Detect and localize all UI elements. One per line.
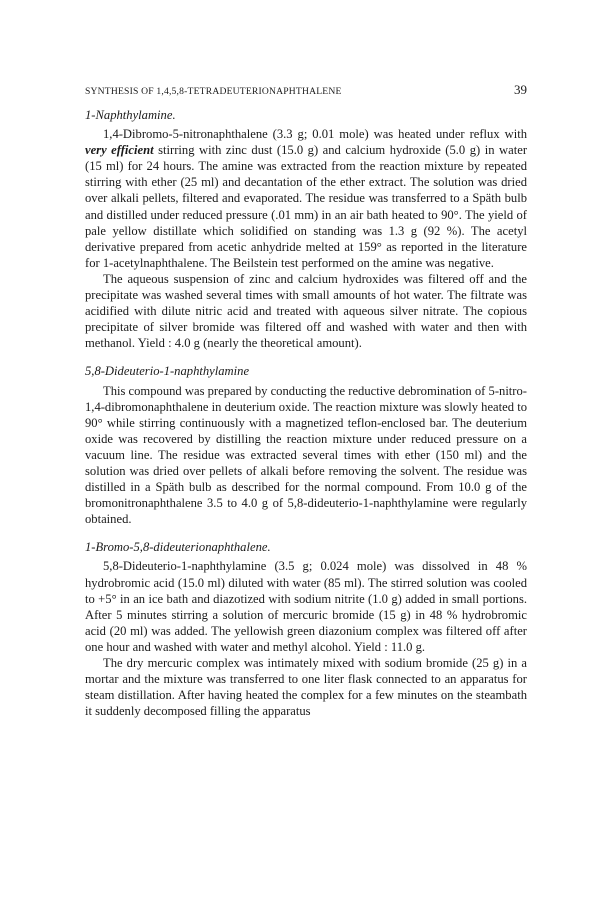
paragraph: The aqueous suspension of zinc and calcium hydroxides was filtered off and the precipitate was washed several times with small amounts of hot water. The filtrate was acidified with dilute nitric acid and treated with aqueous silver nitrate. The copious precipitate of silver bromide was filtered off and washed with water and then with methanol. Yield : 4.0 g (nearly the theoretical amount). xyxy=(85,271,527,351)
section-heading-dideuterio-naphthylamine: 5,8-Dideuterio-1-naphthylamine xyxy=(85,364,250,379)
body-text xyxy=(85,107,527,719)
paragraph-text-end: stirring with zinc dust (15.0 g) and calcium hydroxide (5.0 g) in water (15 ml) for 24 hours. The amine was extracted from the reaction mixture by repeated stirring with ether (25 ml) and decantation of the ether extract. The solution was dried over alkali pellets, filtered and evaporated. The residue was transferred to a Späth bulb and distilled under reduced pressure (.01 mm) in an air bath heated to 90°. The yield of pale yellow distillate which solidified on standing was 1.3 g (92 %). The acetyl derivative prepared from acetic anhydride melted at 159° as reported in the literature for 1-acetylnaphthalene. The Beilstein test performed on the amine was negative. xyxy=(85,143,528,270)
paragraph: 5,8-Dideuterio-1-naphthylamine (3.5 g; 0.024 mole) was dissolved in 48 % hydrobromic acid (15.0 ml) diluted with water (85 ml). The stirred solution was cooled to +5° in an ice bath and diazotized with sodium nitrite (1.0 g) added in small portions. After 5 minutes stirring a solution of mercuric bromide (15 g) in 48 % hydrobromic acid (20 ml) was added. The yellowish green diazonium complex was filtered off after one hour and washed with water and methyl alcohol. Yield : 11.0 g. xyxy=(85,559,527,654)
page-number: 39 xyxy=(514,82,527,97)
running-title: SYNTHESIS OF 1,4,5,8-TETRADEUTERIONAPHTHALENE xyxy=(85,86,342,97)
paragraph xyxy=(85,126,527,271)
paragraph: This compound was prepared by conducting the reductive debromination of 5-nitro-1,4-dibromonaphthalene in deuterium oxide. The reaction mixture was slowly heated to 90° while stirring continuously with a magnetized teflon-enclosed bar. The deuterium oxide was recovered by distilling the reaction mixture under reduced pressure on a vacuum line. The residue was extracted several times with ether (150 ml) and the solution was dried over pellets of alkali before removing the solvent. The residue was distilled in a Späth bulb as described for the normal compound. From 10.0 g of the bromonitronaphthalene 3.5 to 4.0 g of 5,8-dideuterio-1-naphthylamine were regularly obtained. xyxy=(85,383,527,527)
emphasis-text: very efficient xyxy=(85,143,154,158)
paragraph: The dry mercuric complex was intimately mixed with sodium bromide (25 g) in a mortar and the mixture was transferred to one liter flask connected to an apparatus for steam distillation. After having heated the complex for a few minutes on the steambath it suddenly decomposed filling the apparatus xyxy=(85,656,527,719)
section-heading-bromo-dideuterionaphthalene: 1-Bromo-5,8-dideuterionaphthalene. xyxy=(85,540,271,555)
section-heading-naphthylamine: 1-Naphthylamine. xyxy=(85,108,176,122)
running-head xyxy=(85,82,527,98)
paragraph-text-start: 1,4-Dibromo-5-nitronaphthalene (3.3 g; 0.01 mole) was heated under reflux with xyxy=(103,127,527,142)
